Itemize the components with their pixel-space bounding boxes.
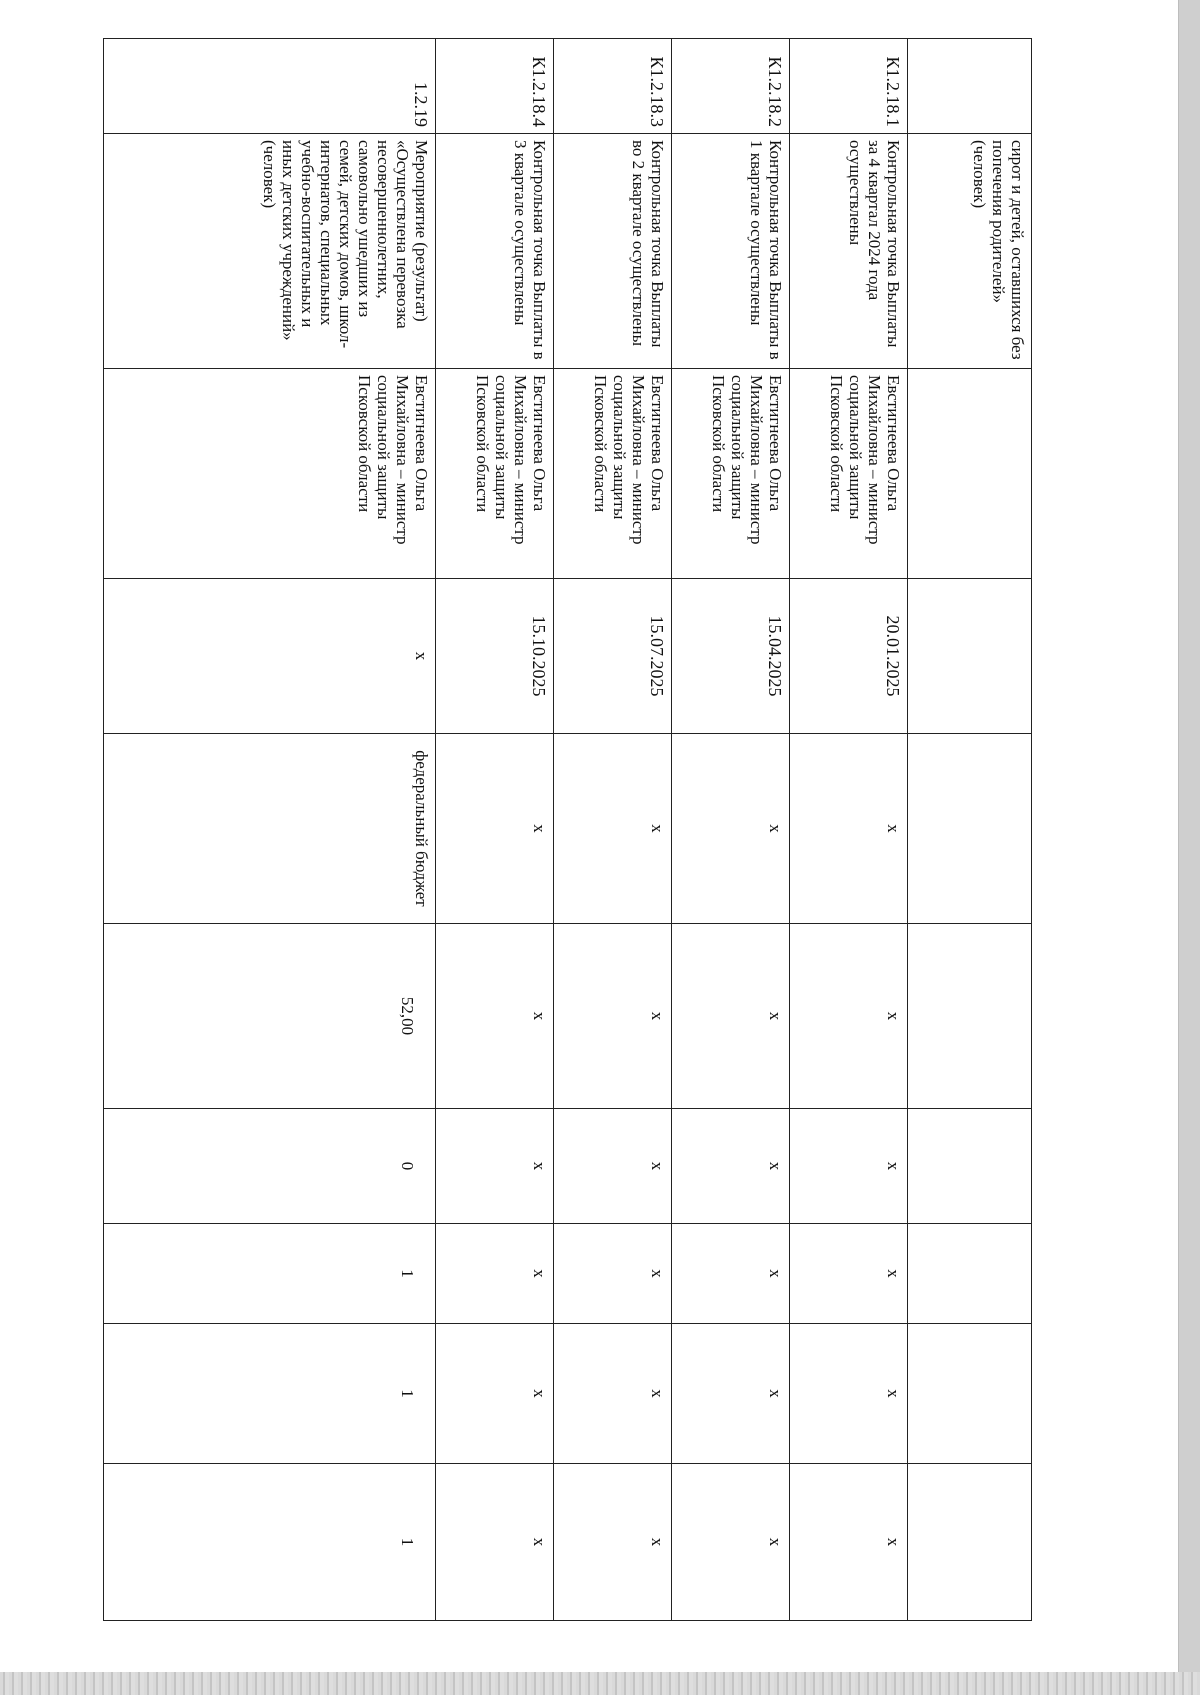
responsible-cell: [908, 369, 1032, 579]
row-number-cell: К1.2.18.3: [554, 39, 672, 134]
amount-cell: х: [554, 924, 672, 1109]
value-cell-4: [908, 1464, 1032, 1621]
amount-cell: [908, 924, 1032, 1109]
value-cell-1: х: [436, 1109, 554, 1224]
date-cell: 15.10.2025: [436, 579, 554, 734]
responsible-cell: Евстигнеева Ольга Михайловна – министр социальной защиты Псковской области: [436, 369, 554, 579]
amount-cell: х: [672, 924, 790, 1109]
row-name-cell: Контрольная точка Выплаты за 4 квартал 2024 года осуществлены: [790, 134, 908, 369]
responsible-cell: Евстигнеева Ольга Михайловна – министр социальной защиты Псковской области: [554, 369, 672, 579]
responsible-cell: Евстигнеева Ольга Михайловна – министр социальной защиты Псковской области: [790, 369, 908, 579]
table-row: [104, 39, 436, 1621]
rotated-table-container: [104, 38, 1032, 1620]
date-cell: 15.07.2025: [554, 579, 672, 734]
value-cell-1: х: [790, 1109, 908, 1224]
table-row: [790, 39, 908, 1621]
table-row: [908, 39, 1032, 1621]
value-cell-3: х: [790, 1324, 908, 1464]
value-cell-3: [908, 1324, 1032, 1464]
source-cell: х: [790, 734, 908, 924]
value-cell-2: х: [554, 1224, 672, 1324]
date-cell: 20.01.2025: [790, 579, 908, 734]
value-cell-4: х: [790, 1464, 908, 1621]
value-cell-3: х: [672, 1324, 790, 1464]
responsible-cell: Евстигнеева Ольга Михайловна – министр социальной защиты Псковской области: [672, 369, 790, 579]
value-cell-4: х: [436, 1464, 554, 1621]
table-row: [554, 39, 672, 1621]
row-number-cell: К1.2.18.1: [790, 39, 908, 134]
scan-edge-noise: [0, 1672, 1200, 1695]
date-cell: х: [104, 579, 436, 734]
row-number-cell: 1.2.19: [104, 39, 436, 134]
date-cell: [908, 579, 1032, 734]
date-cell: 15.04.2025: [672, 579, 790, 734]
source-cell: [908, 734, 1032, 924]
value-cell-2: [908, 1224, 1032, 1324]
row-name-cell: Контрольная точка Выплаты в 1 квартале осуществлены: [672, 134, 790, 369]
source-cell: федеральный бюджет: [104, 734, 436, 924]
value-cell-1: 0: [104, 1109, 436, 1224]
row-number-cell: [908, 39, 1032, 134]
table-row: [436, 39, 554, 1621]
row-name-cell: Мероприятие (результат) «Осуществлена перевозка несовершеннолетних, самовольно ушедших из семей, детских домов, школ-интернатов, специальных учебно-воспитательных и иных детских учреждений» (человек): [104, 134, 436, 369]
row-name-cell: Контрольная точка Выплаты в 3 квартале осуществлены: [436, 134, 554, 369]
source-cell: х: [554, 734, 672, 924]
value-cell-1: х: [554, 1109, 672, 1224]
value-cell-3: 1: [104, 1324, 436, 1464]
plan-table: [103, 38, 1032, 1621]
value-cell-2: 1: [104, 1224, 436, 1324]
row-name-cell: Контрольная точка Выплаты во 2 квартале осуществлены: [554, 134, 672, 369]
value-cell-4: х: [672, 1464, 790, 1621]
responsible-cell: Евстигнеева Ольга Михайловна – министр социальной защиты Псковской области: [104, 369, 436, 579]
source-cell: х: [672, 734, 790, 924]
row-number-cell: К1.2.18.4: [436, 39, 554, 134]
value-cell-4: х: [554, 1464, 672, 1621]
value-cell-1: [908, 1109, 1032, 1224]
value-cell-2: х: [436, 1224, 554, 1324]
value-cell-3: х: [554, 1324, 672, 1464]
amount-cell: 52,00: [104, 924, 436, 1109]
amount-cell: х: [790, 924, 908, 1109]
amount-cell: х: [436, 924, 554, 1109]
row-number-cell: К1.2.18.2: [672, 39, 790, 134]
value-cell-4: 1: [104, 1464, 436, 1621]
value-cell-1: х: [672, 1109, 790, 1224]
value-cell-3: х: [436, 1324, 554, 1464]
row-name-cell: сирот и детей, оставшихся без попечения родителей» (человек): [908, 134, 1032, 369]
value-cell-2: х: [672, 1224, 790, 1324]
value-cell-2: х: [790, 1224, 908, 1324]
source-cell: х: [436, 734, 554, 924]
table-row: [672, 39, 790, 1621]
